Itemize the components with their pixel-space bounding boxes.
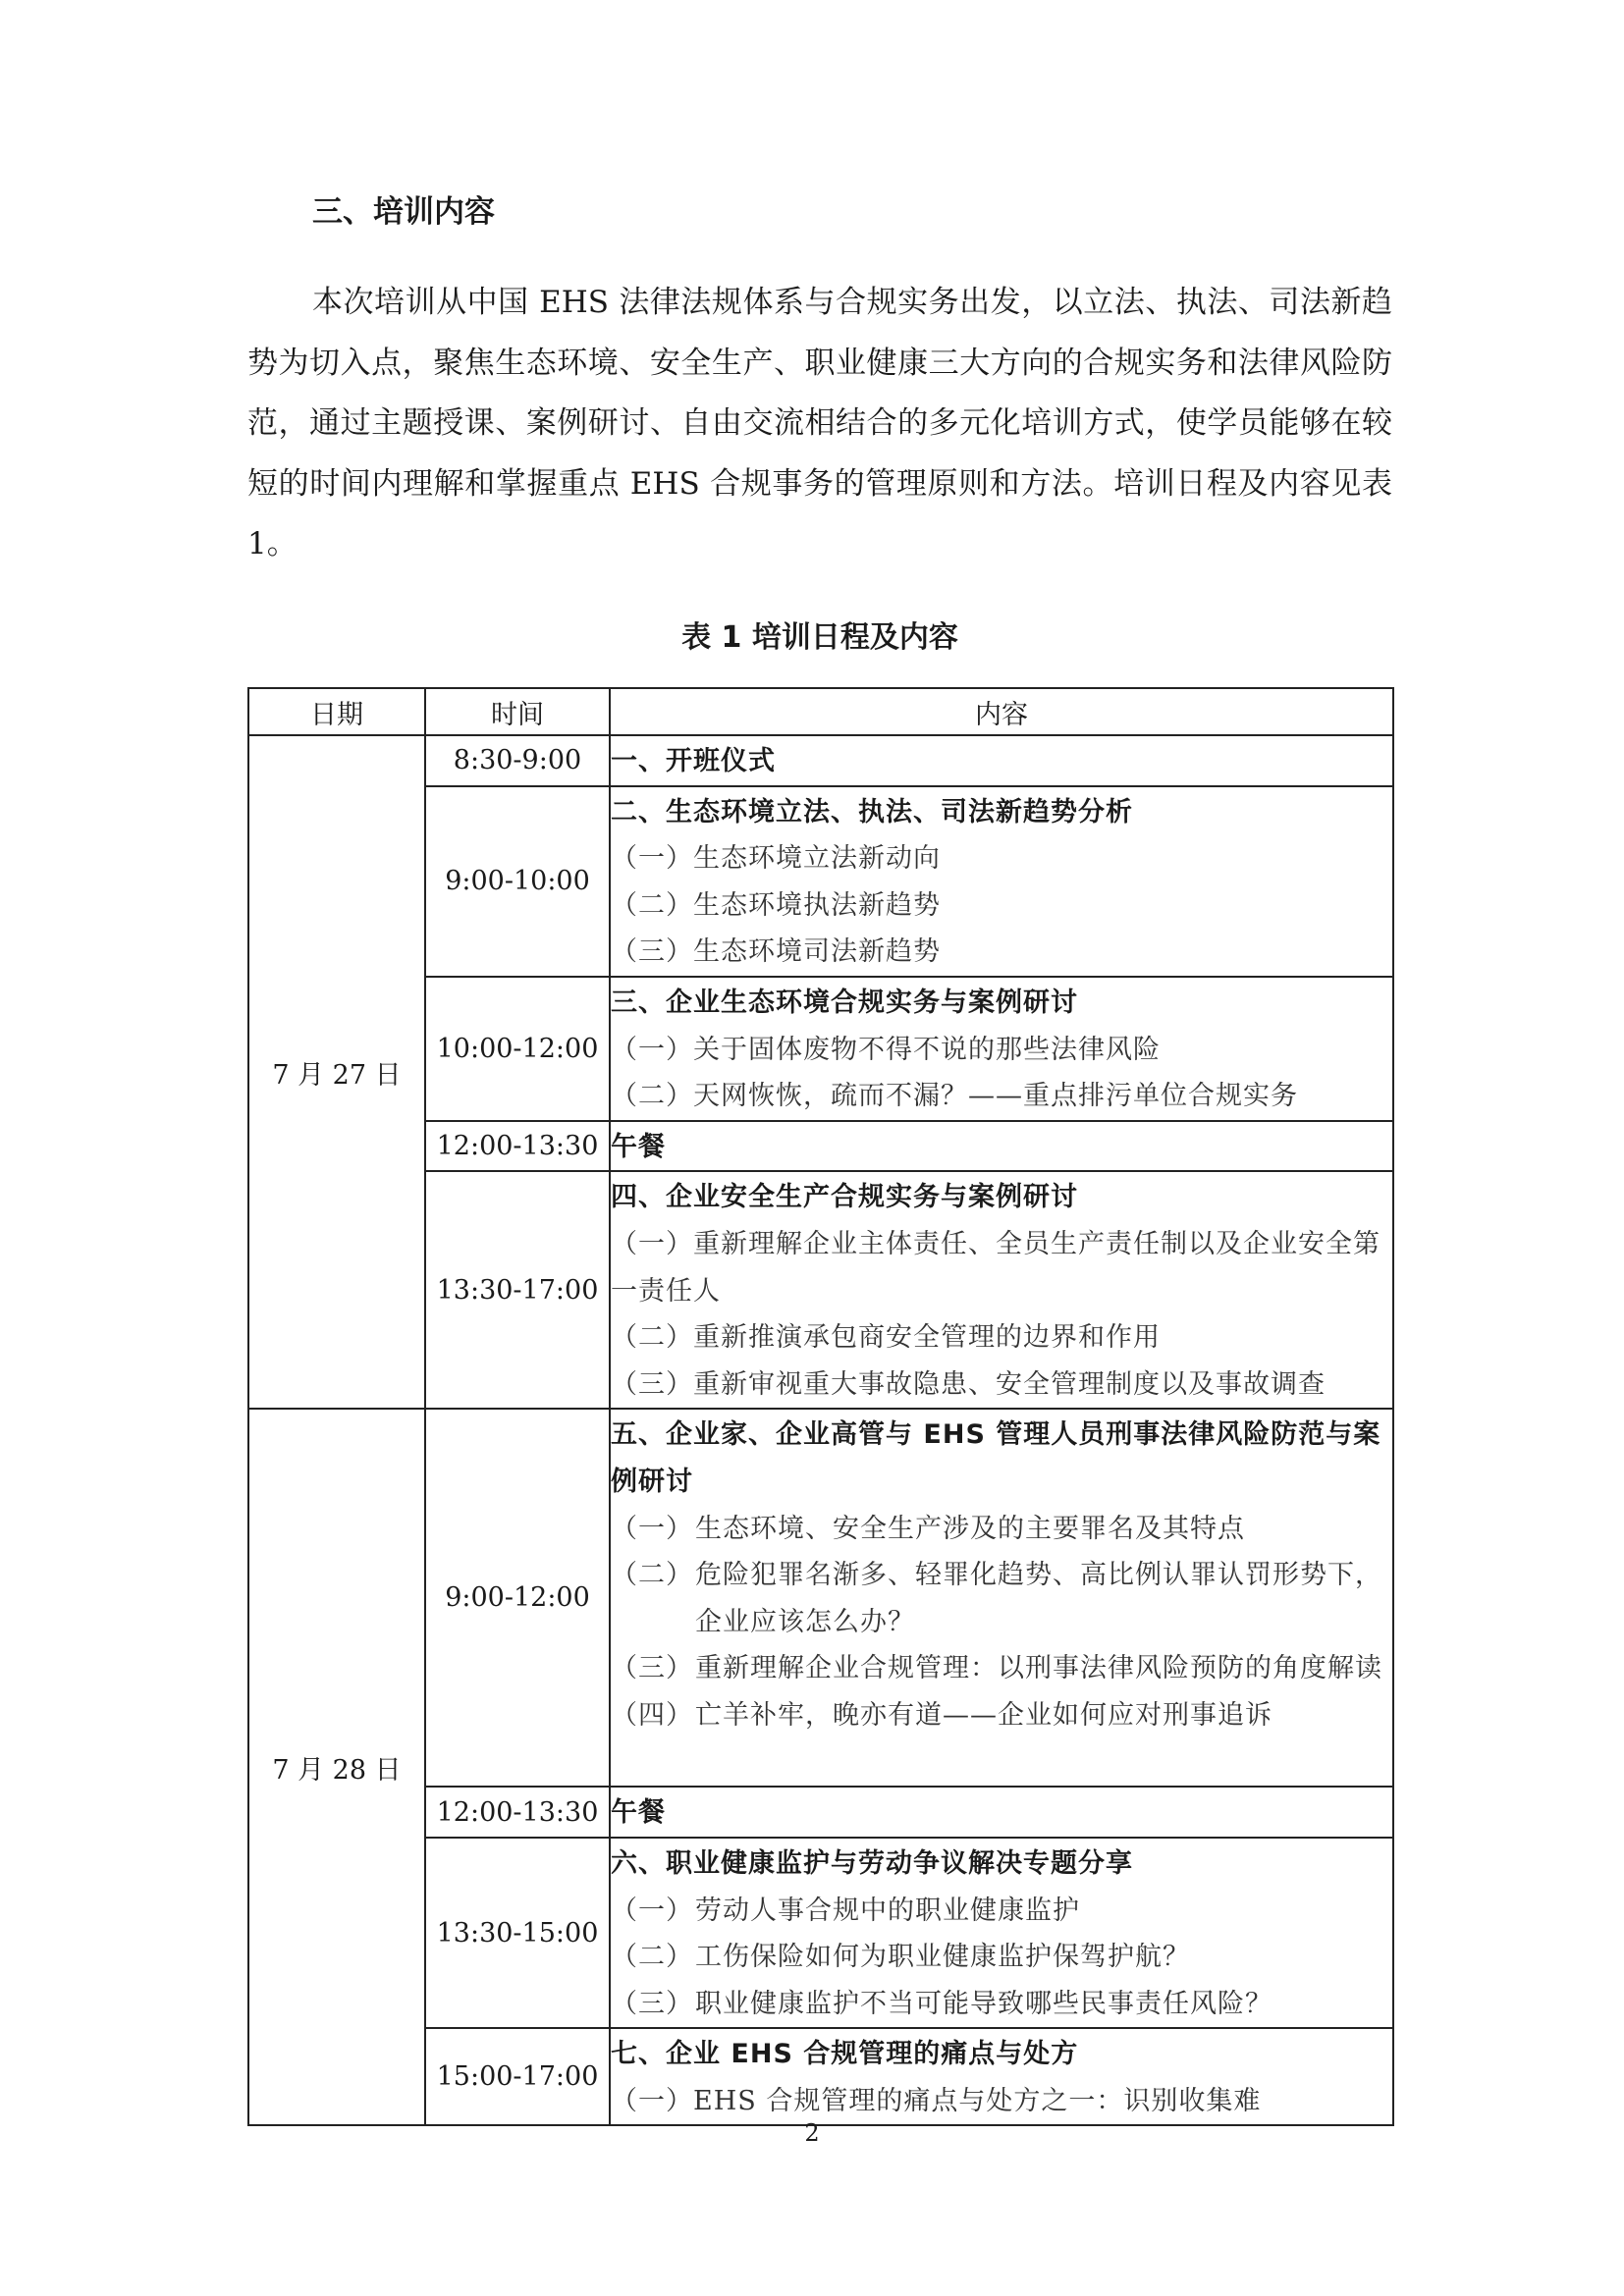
session-item: （一）生态环境立法新动向 [611,843,941,875]
content-cell [610,1409,1393,1787]
session-item [611,1645,1392,1692]
session-item: （三）重新审视重大事故隐患、安全管理制度以及事故调查 [611,1368,1326,1400]
time-cell: 9:00-10:00 [425,786,610,977]
item-text: 亡羊补牢，晚亦有道——企业如何应对刑事追诉 [695,1699,1272,1731]
content-cell [610,1121,1393,1172]
session-item: （二）重新推演承包商安全管理的边界和作用 [611,1322,1161,1354]
session-item: （三）生态环境司法新趋势 [611,936,941,968]
session-item: （二）天网恢恢，疏而不漏？——重点排污单位合规实务 [611,1081,1298,1112]
content-cell [610,1838,1393,2028]
content-cell [610,1171,1393,1409]
session-item: （一）关于固体废物不得不说的那些法律风险 [611,1034,1161,1065]
session-title: 午餐 [611,1131,666,1162]
intro-paragraph: 本次培训从中国 EHS 法律法规体系与合规实务出发，以立法、执法、司法新趋势为切入点，聚焦生态环境、安全生产、职业健康三大方向的合规实务和法律风险防范，通过主题授课、案例研讨、自由交流相结合的多元化培训方式，使学员能够在较短的时间内理解和掌握重点 EHS 合规事务的管理原则和方法。培训日程及内容见表 1。 [247,285,1392,562]
header-time: 时间 [425,688,610,735]
session-title: 四、企业安全生产合规实务与案例研讨 [611,1182,1078,1213]
session-item [611,1934,1392,1981]
item-text: 劳动人事合规中的职业健康监护 [695,1895,1080,1926]
session-item [611,1692,1392,1739]
time-cell: 9:00-12:00 [425,1409,610,1787]
table-row [248,1409,1393,1787]
session-item [611,1506,1392,1553]
content-cell [610,735,1393,786]
time-cell: 12:00-13:30 [425,1121,610,1172]
item-label: （二） [611,1942,693,1973]
content-cell [610,977,1393,1121]
header-content: 内容 [610,688,1393,735]
item-label: （四） [611,1699,693,1731]
header-date: 日期 [248,688,425,735]
session-title: 六、职业健康监护与劳动争议解决专题分享 [611,1847,1133,1879]
session-item [611,1888,1392,1935]
session-title: 午餐 [611,1797,666,1829]
session-title: 三、企业生态环境合规实务与案例研讨 [611,987,1078,1018]
item-label: （一） [611,1895,693,1926]
item-text: 重新理解企业合规管理：以刑事法律风险预防的角度解读 [695,1653,1382,1684]
time-cell: 8:30-9:00 [425,735,610,786]
session-title: 七、企业 EHS 合规管理的痛点与处方 [611,2039,1079,2070]
time-cell: 12:00-13:30 [425,1787,610,1838]
item-label: （二） [611,1560,693,1591]
time-cell: 15:00-17:00 [425,2028,610,2125]
date-cell: 7 月 27 日 [248,735,425,1409]
item-label: （三） [611,1988,693,2019]
table-caption: 表 1 培训日程及内容 [681,620,958,655]
page-number: 2 [804,2119,820,2147]
time-cell: 13:30-15:00 [425,1838,610,2028]
item-text: 工伤保险如何为职业健康监护保驾护航？ [695,1942,1190,1973]
item-label: （一） [611,1513,693,1544]
session-item [611,1981,1392,2028]
time-cell: 13:30-17:00 [425,1171,610,1409]
section-heading: 三、培训内容 [312,194,495,230]
item-text: 职业健康监护不当可能导致哪些民事责任风险？ [695,1988,1272,2019]
item-text: 危险犯罪名渐多、轻罪化趋势、高比例认罪认罚形势下，企业应该怎么办？ [695,1560,1382,1637]
session-item: （二）生态环境执法新趋势 [611,889,941,921]
schedule-table [247,687,1394,2126]
content-cell [610,1787,1393,1838]
session-title: 五、企业家、企业高管与 EHS 管理人员刑事法律风险防范与案例研讨 [611,1419,1381,1497]
item-label: （三） [611,1653,693,1684]
session-item [611,1552,1392,1645]
session-item: （一）EHS 合规管理的痛点与处方之一：识别收集难 [611,2085,1262,2116]
content-cell [610,2028,1393,2125]
content-cell [610,786,1393,977]
session-title: 一、开班仪式 [611,746,776,776]
table-row [248,735,1393,786]
session-title: 二、生态环境立法、执法、司法新趋势分析 [611,796,1133,828]
table-header-row [248,688,1393,735]
session-item: （一）重新理解企业主体责任、全员生产责任制以及企业安全第一责任人 [611,1228,1380,1307]
date-cell: 7 月 28 日 [248,1409,425,2125]
time-cell: 10:00-12:00 [425,977,610,1121]
item-text: 生态环境、安全生产涉及的主要罪名及其特点 [695,1513,1245,1544]
